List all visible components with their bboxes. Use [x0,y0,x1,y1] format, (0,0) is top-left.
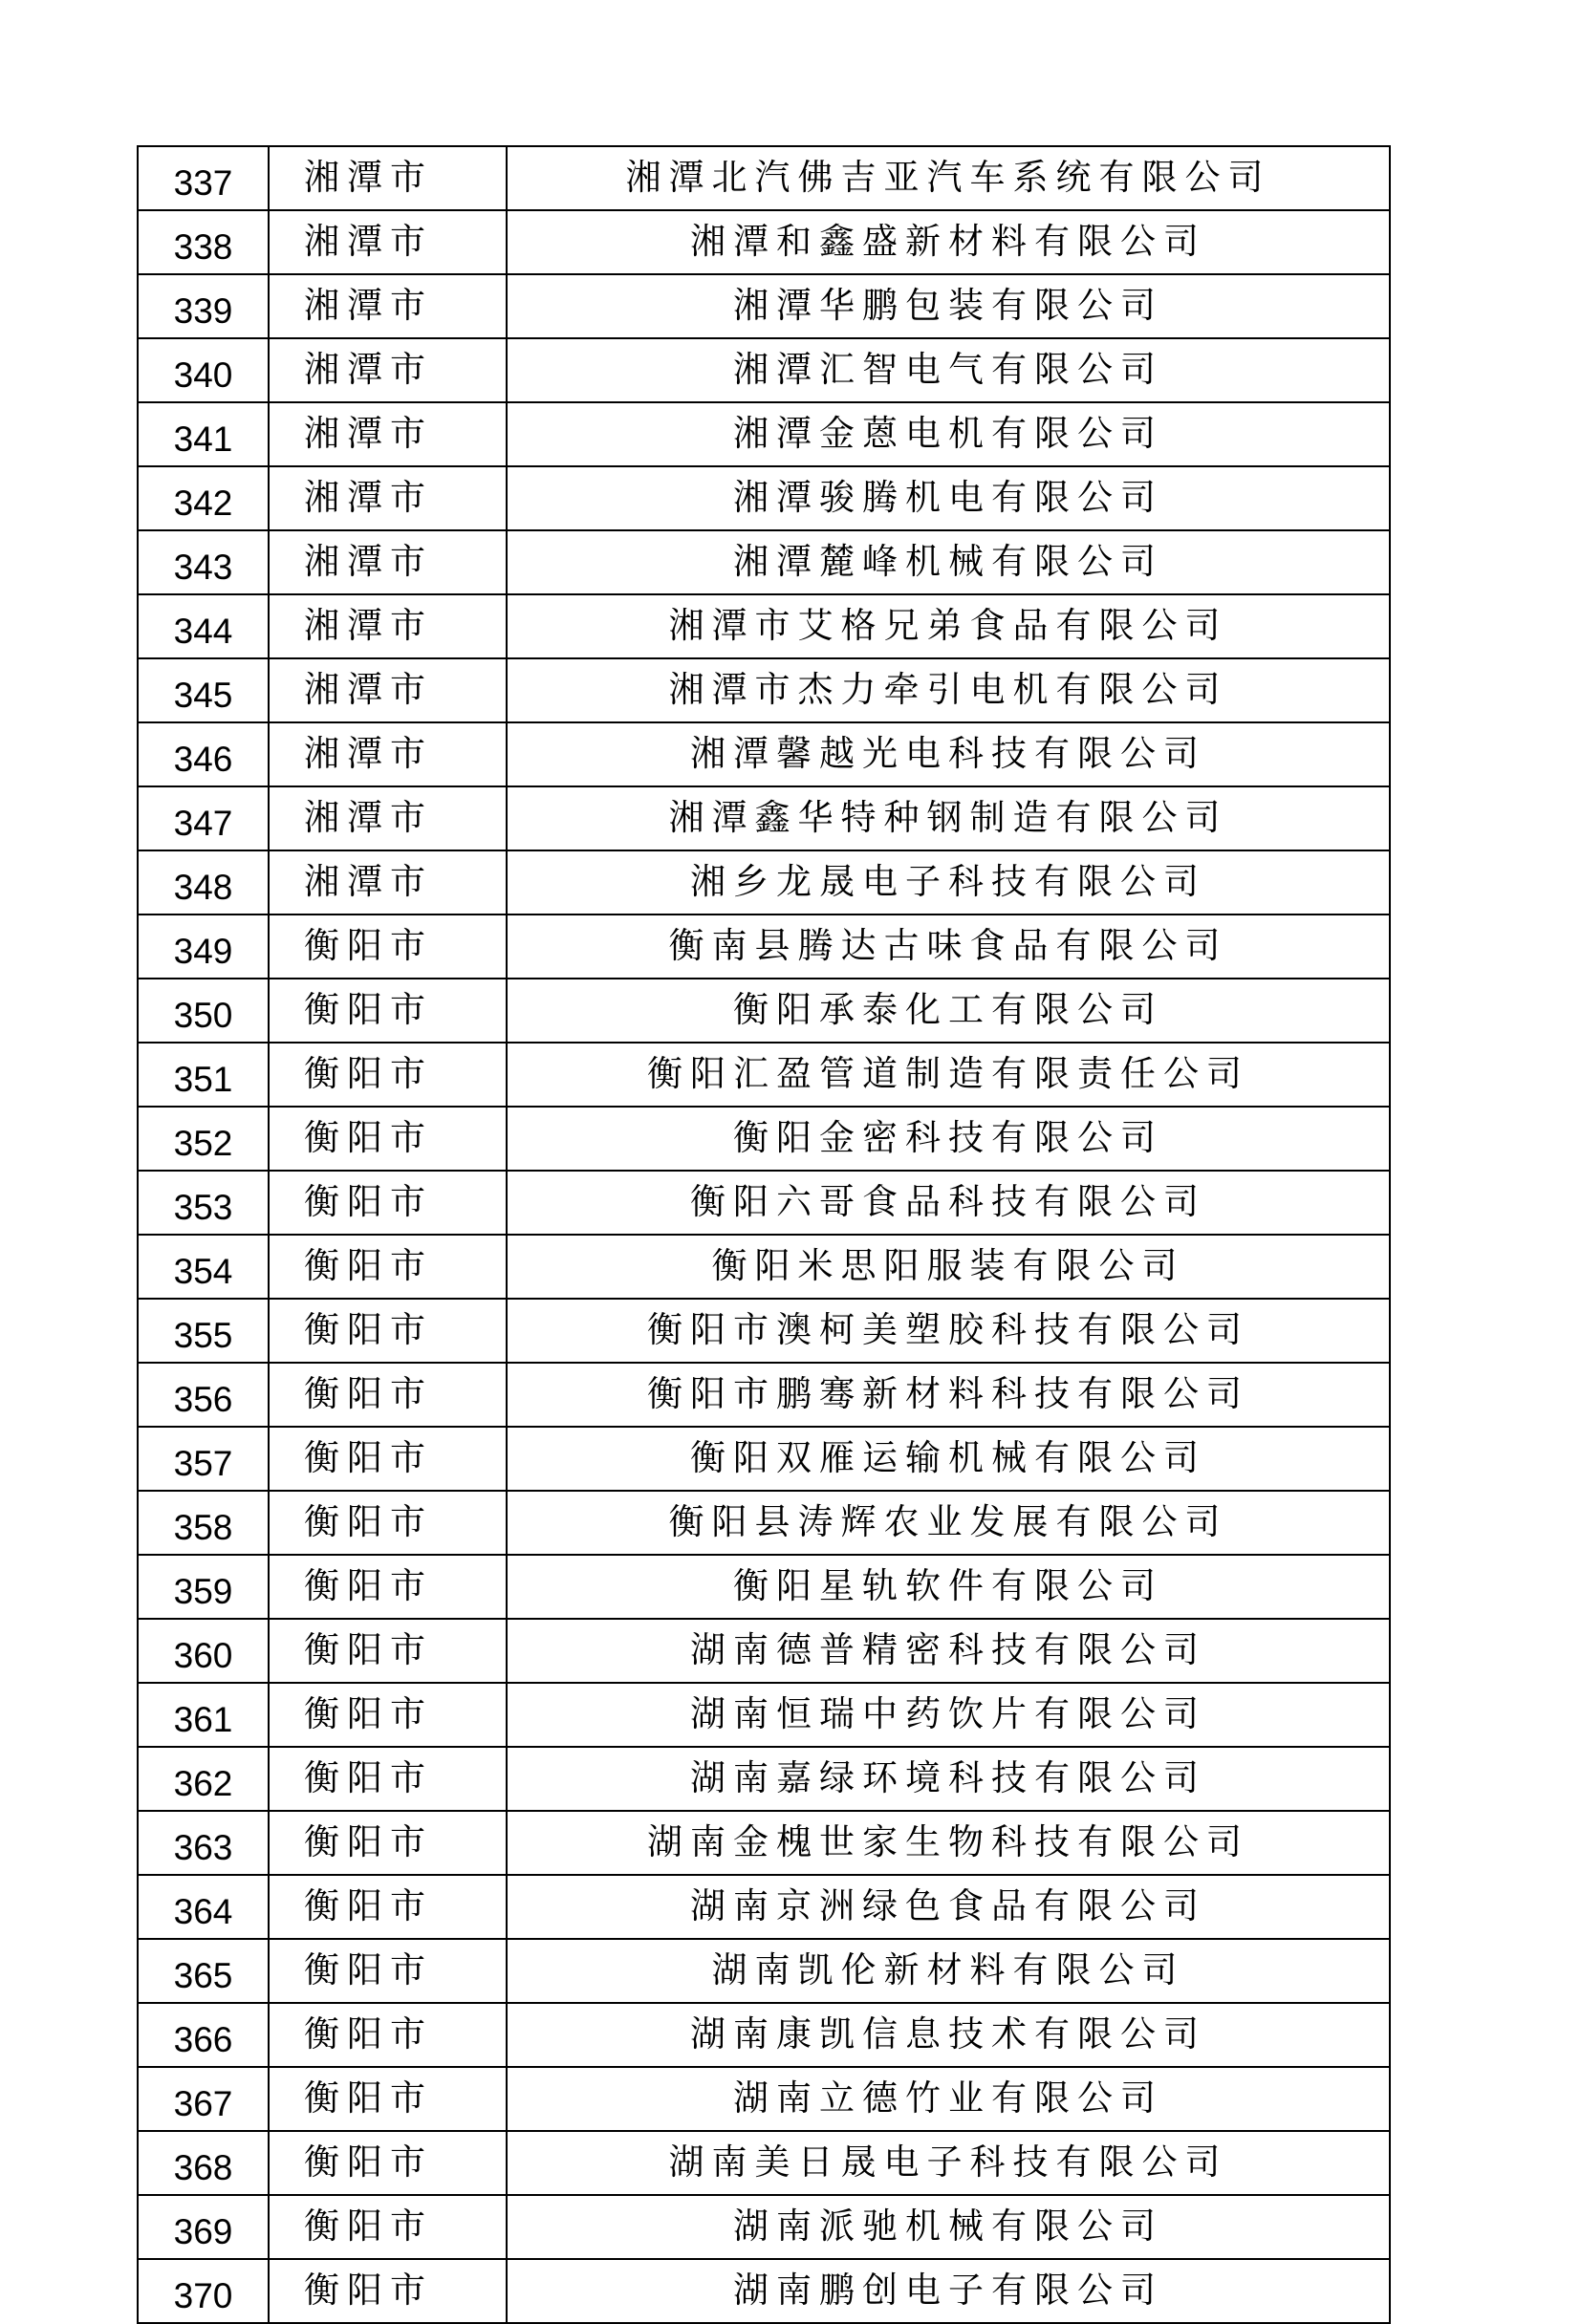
row-number-cell: 347 [138,786,269,850]
row-number-cell: 354 [138,1235,269,1299]
city-cell: 衡阳市 [269,1043,507,1107]
company-name-cell: 湘潭北汽佛吉亚汽车系统有限公司 [507,146,1390,210]
city-cell: 湘潭市 [269,594,507,658]
row-number-cell: 343 [138,530,269,594]
company-name-cell: 湖南凯伦新材料有限公司 [507,1939,1390,2003]
city-cell: 衡阳市 [269,1683,507,1747]
company-name-cell: 衡阳县涛辉农业发展有限公司 [507,1491,1390,1555]
table-row [138,1619,1390,1683]
company-name-cell: 衡阳市鹏骞新材料科技有限公司 [507,1363,1390,1427]
table-row [138,1555,1390,1619]
city-cell: 湘潭市 [269,786,507,850]
table-row [138,1427,1390,1491]
row-number-cell: 361 [138,1683,269,1747]
row-number-cell: 363 [138,1811,269,1875]
row-number-cell: 358 [138,1491,269,1555]
table-row [138,1683,1390,1747]
row-number-cell: 353 [138,1171,269,1235]
table-row [138,146,1390,210]
row-number-cell: 362 [138,1747,269,1811]
company-name-cell: 湖南嘉绿环境科技有限公司 [507,1747,1390,1811]
company-name-cell: 衡南县腾达古味食品有限公司 [507,915,1390,979]
city-cell: 衡阳市 [269,2131,507,2195]
company-name-cell: 湘潭金蒽电机有限公司 [507,402,1390,466]
row-number-cell: 352 [138,1107,269,1171]
table-row [138,1363,1390,1427]
city-cell: 衡阳市 [269,1811,507,1875]
table-row [138,466,1390,530]
company-name-cell: 湖南康凯信息技术有限公司 [507,2003,1390,2067]
row-number-cell: 364 [138,1875,269,1939]
city-cell: 衡阳市 [269,1875,507,1939]
company-name-cell: 衡阳汇盈管道制造有限责任公司 [507,1043,1390,1107]
table-row [138,1171,1390,1235]
table-row [138,979,1390,1043]
table-row [138,210,1390,274]
city-cell: 湘潭市 [269,850,507,915]
company-name-cell: 湘乡龙晟电子科技有限公司 [507,850,1390,915]
table-row [138,1043,1390,1107]
table-row [138,274,1390,338]
city-cell: 湘潭市 [269,530,507,594]
row-number-cell: 342 [138,466,269,530]
company-name-cell: 湖南金槐世家生物科技有限公司 [507,1811,1390,1875]
company-name-cell: 衡阳米思阳服装有限公司 [507,1235,1390,1299]
city-cell: 湘潭市 [269,402,507,466]
company-name-cell: 衡阳六哥食品科技有限公司 [507,1171,1390,1235]
table-row [138,1299,1390,1363]
table-row [138,2131,1390,2195]
city-cell: 衡阳市 [269,2259,507,2323]
company-name-cell: 湖南鹏创电子有限公司 [507,2259,1390,2323]
company-name-cell: 衡阳市澳柯美塑胶科技有限公司 [507,1299,1390,1363]
company-list-table [137,145,1391,2324]
city-cell: 衡阳市 [269,1491,507,1555]
city-cell: 衡阳市 [269,1107,507,1171]
city-cell: 湘潭市 [269,338,507,402]
company-name-cell: 湘潭市艾格兄弟食品有限公司 [507,594,1390,658]
row-number-cell: 368 [138,2131,269,2195]
company-name-cell: 湘潭鑫华特种钢制造有限公司 [507,786,1390,850]
table-row [138,915,1390,979]
company-name-cell: 湘潭华鹏包装有限公司 [507,274,1390,338]
row-number-cell: 346 [138,722,269,786]
city-cell: 湘潭市 [269,210,507,274]
table-row [138,1811,1390,1875]
row-number-cell: 365 [138,1939,269,2003]
table-row [138,594,1390,658]
company-name-cell: 湖南派驰机械有限公司 [507,2195,1390,2259]
city-cell: 衡阳市 [269,1939,507,2003]
row-number-cell: 338 [138,210,269,274]
table-row [138,2259,1390,2323]
city-cell: 衡阳市 [269,1555,507,1619]
table-row [138,338,1390,402]
table-row [138,1235,1390,1299]
table-row [138,402,1390,466]
row-number-cell: 339 [138,274,269,338]
city-cell: 衡阳市 [269,979,507,1043]
table-row [138,2067,1390,2131]
company-name-cell: 衡阳双雁运输机械有限公司 [507,1427,1390,1491]
city-cell: 衡阳市 [269,1427,507,1491]
city-cell: 湘潭市 [269,274,507,338]
city-cell: 衡阳市 [269,915,507,979]
row-number-cell: 366 [138,2003,269,2067]
row-number-cell: 356 [138,1363,269,1427]
company-name-cell: 湘潭汇智电气有限公司 [507,338,1390,402]
row-number-cell: 345 [138,658,269,722]
city-cell: 衡阳市 [269,1235,507,1299]
city-cell: 衡阳市 [269,1619,507,1683]
city-cell: 衡阳市 [269,1299,507,1363]
company-name-cell: 湘潭馨越光电科技有限公司 [507,722,1390,786]
table-row [138,1491,1390,1555]
company-list-body [138,146,1390,2323]
table-row [138,786,1390,850]
row-number-cell: 348 [138,850,269,915]
company-name-cell: 衡阳星轨软件有限公司 [507,1555,1390,1619]
row-number-cell: 370 [138,2259,269,2323]
row-number-cell: 357 [138,1427,269,1491]
company-name-cell: 湖南德普精密科技有限公司 [507,1619,1390,1683]
city-cell: 衡阳市 [269,1171,507,1235]
row-number-cell: 351 [138,1043,269,1107]
company-name-cell: 湖南京洲绿色食品有限公司 [507,1875,1390,1939]
table-row [138,1875,1390,1939]
city-cell: 衡阳市 [269,2067,507,2131]
table-row [138,1747,1390,1811]
table-row [138,850,1390,915]
table-row [138,2003,1390,2067]
row-number-cell: 344 [138,594,269,658]
city-cell: 湘潭市 [269,466,507,530]
city-cell: 衡阳市 [269,1363,507,1427]
company-name-cell: 湘潭麓峰机械有限公司 [507,530,1390,594]
row-number-cell: 355 [138,1299,269,1363]
city-cell: 湘潭市 [269,722,507,786]
row-number-cell: 350 [138,979,269,1043]
row-number-cell: 341 [138,402,269,466]
row-number-cell: 359 [138,1555,269,1619]
company-name-cell: 湘潭骏腾机电有限公司 [507,466,1390,530]
table-row [138,1107,1390,1171]
city-cell: 衡阳市 [269,1747,507,1811]
table-row [138,658,1390,722]
table-row [138,1939,1390,2003]
company-name-cell: 衡阳承泰化工有限公司 [507,979,1390,1043]
city-cell: 湘潭市 [269,658,507,722]
row-number-cell: 369 [138,2195,269,2259]
table-row [138,2195,1390,2259]
company-name-cell: 衡阳金密科技有限公司 [507,1107,1390,1171]
city-cell: 衡阳市 [269,2003,507,2067]
table-row [138,530,1390,594]
row-number-cell: 340 [138,338,269,402]
company-name-cell: 湖南美日晟电子科技有限公司 [507,2131,1390,2195]
table-row [138,722,1390,786]
city-cell: 衡阳市 [269,2195,507,2259]
city-cell: 湘潭市 [269,146,507,210]
row-number-cell: 367 [138,2067,269,2131]
row-number-cell: 337 [138,146,269,210]
row-number-cell: 349 [138,915,269,979]
company-name-cell: 湘潭市杰力牵引电机有限公司 [507,658,1390,722]
company-name-cell: 湖南恒瑞中药饮片有限公司 [507,1683,1390,1747]
row-number-cell: 360 [138,1619,269,1683]
company-name-cell: 湖南立德竹业有限公司 [507,2067,1390,2131]
company-name-cell: 湘潭和鑫盛新材料有限公司 [507,210,1390,274]
